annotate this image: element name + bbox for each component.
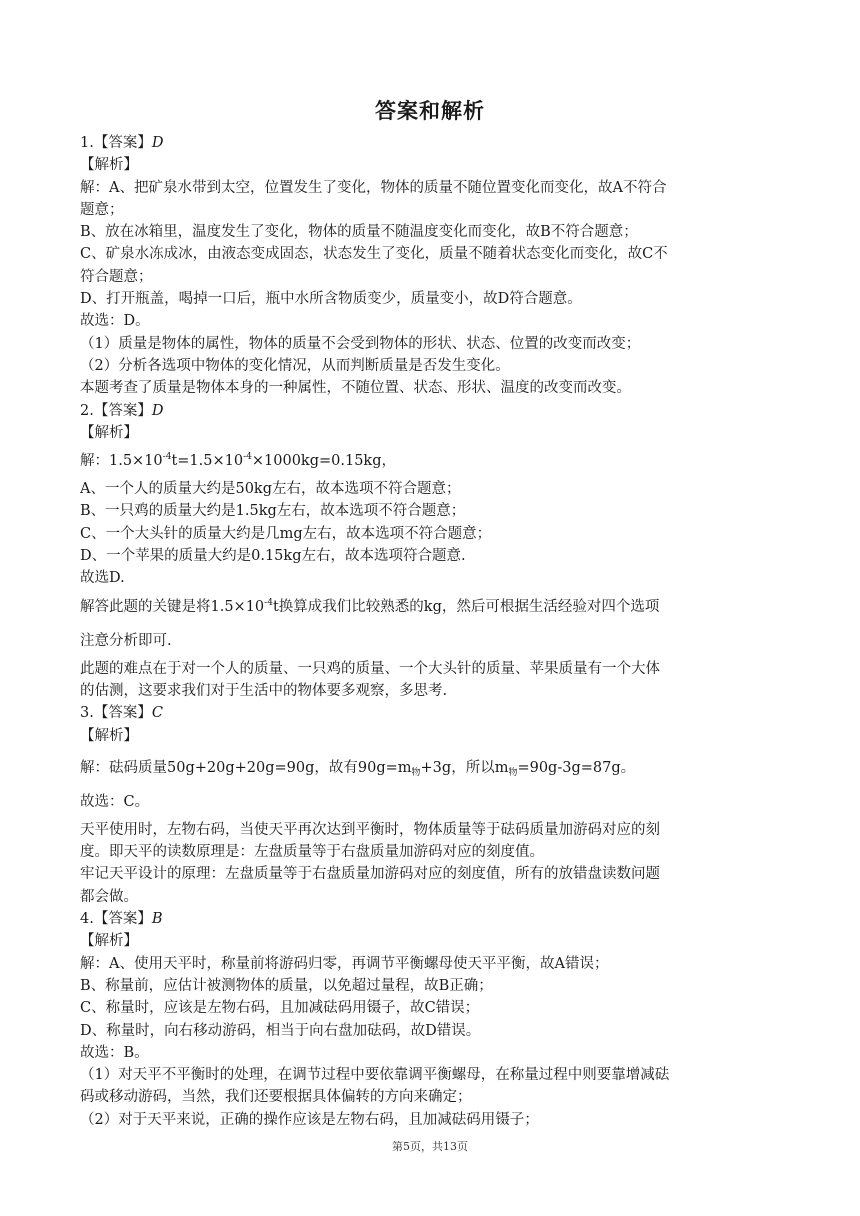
q4-analysis-label: 【解析】 xyxy=(80,933,138,950)
q4-text-3: C、称量时，应该是左物右码，且加减砝码用镊子，故C错误； xyxy=(80,1000,480,1017)
q3-calc-subscript-2: 物 xyxy=(508,767,518,778)
answers-content xyxy=(80,132,780,1131)
q3-calc-subscript-1: 物 xyxy=(411,767,421,778)
q3-text-4: 牢记天平设计的原理：左盘质量等于右盘质量加游码对应的刻度值，所有的放错盘读数问题 xyxy=(80,866,660,883)
q2-text-1: A、一个人的质量大约是50kg左右，故本选项不符合题意； xyxy=(80,481,461,498)
q2-calc-part-3: ×1000kg=0.15kg， xyxy=(251,453,396,470)
q4-answer-value: B xyxy=(151,911,163,928)
q2-key-part-2: t换算成我们比较熟悉的kg，然后可根据生活经验对四个选项 xyxy=(272,598,660,615)
q3-calc-line xyxy=(80,751,780,785)
q1-text-8: （1）质量是物体的属性，物体的质量不会受到物体的形状、状态、位置的改变而改变； xyxy=(80,335,641,352)
q2-answer-line xyxy=(80,400,780,422)
page-title: 答案和解析 xyxy=(375,99,485,123)
q4-text-5: 故选：B。 xyxy=(80,1044,149,1061)
q2-text-4: D、一个苹果的质量大约是0.15kg左右，故本选项符合题意. xyxy=(80,548,466,565)
q1-analysis-label: 【解析】 xyxy=(80,157,138,174)
q2-calc-exponent-2: -4 xyxy=(243,452,252,463)
q3-answer-value: C xyxy=(151,705,163,722)
q4-answer-line xyxy=(80,908,780,930)
q4-text-7: 码或移动游码，当然，我们还要根据具体偏转的方向来确定； xyxy=(80,1089,472,1106)
q2-analysis-label: 【解析】 xyxy=(80,424,138,441)
q3-calc-part-3: =90g-3g=87g。 xyxy=(517,759,636,776)
q2-answer-value: D xyxy=(151,402,164,419)
q3-answer-line xyxy=(80,702,780,724)
q3-analysis-label: 【解析】 xyxy=(80,727,138,744)
q4-text-8: （2）对于天平来说，正确的操作应该是左物右码，且加减砝码用镊子； xyxy=(80,1111,539,1128)
q1-text-4: C、矿泉水冻成冰，由液态变成固态，状态发生了变化，质量不随着状态变化而变化，故C不 xyxy=(80,246,668,263)
q1-answer-value: D xyxy=(151,135,164,151)
q2-text-8: 的估测，这要求我们对于生活中的物体要多观察，多思考. xyxy=(80,682,448,699)
q1-text-1: 解：A、把矿泉水带到太空，位置发生了变化，物体的质量不随位置变化而变化，故A不符合 xyxy=(80,179,667,196)
q4-text-6: （1）对天平不平衡时的处理，在调节过程中要依靠调平衡螺母，在称量过程中则要靠增减砝 xyxy=(80,1067,670,1084)
page-footer: 第5页，共13页 xyxy=(392,1140,468,1153)
q3-text-5: 都会做。 xyxy=(80,888,138,905)
q1-text-6: D、打开瓶盖，喝掉一口后，瓶中水所含物质变少，质量变小，故D符合题意。 xyxy=(80,291,582,308)
q4-text-4: D、称量时，向右移动游码，相当于向右盘加砝码，故D错误。 xyxy=(80,1022,481,1039)
q2-key-exponent: -4 xyxy=(264,597,273,608)
q4-text-2: B、称量前，应估计被测物体的质量，以免超过量程，故B正确； xyxy=(80,977,493,994)
q3-text-2: 天平使用时，左物右码，当使天平再次达到平衡时，物体质量等于砝码质量加游码对应的刻 xyxy=(80,821,660,838)
q1-text-9: （2）分析各选项中物体的变化情况，从而判断质量是否发生变化。 xyxy=(80,357,510,374)
q2-calc-line xyxy=(80,444,780,478)
q1-text-5: 符合题意； xyxy=(80,268,153,285)
q1-text-10: 本题考查了质量是物体本身的一种属性，不随位置、状态、形状、温度的改变而改变。 xyxy=(80,380,631,397)
q2-text-7: 此题的难点在于对一个人的质量、一只鸡的质量、一个大头针的质量、苹果质量有一个大体 xyxy=(80,660,660,677)
q3-calc-part-2: +3g，所以m xyxy=(420,759,509,776)
q2-text-6: 注意分析即可. xyxy=(80,632,172,649)
q2-calc-part-2: t=1.5×10 xyxy=(171,453,244,470)
q2-key-part-1: 解答此题的关键是将1.5×10 xyxy=(80,598,265,615)
q2-text-2: B、一只鸡的质量大约是1.5kg左右，故本选项不符合题意； xyxy=(80,503,466,520)
q1-answer-label: 1.【答案】 xyxy=(80,135,152,151)
q2-text-3: C、一个大头针的质量大约是几mg左右，故本选项不符合题意； xyxy=(80,525,492,542)
q1-text-2: 题意； xyxy=(80,201,124,218)
q2-calc-exponent-1: -4 xyxy=(162,452,172,463)
q2-text-5: 故选D. xyxy=(80,570,125,587)
q2-calc-part-1: 解：1.5×10 xyxy=(80,453,163,470)
q2-key-line xyxy=(80,590,780,624)
q3-calc-part-1: 解：砝码质量50g+20g+20g=90g，故有90g=m xyxy=(80,759,412,776)
q4-answer-label: 4.【答案】 xyxy=(80,911,152,928)
q2-answer-label: 2.【答案】 xyxy=(80,402,152,419)
q3-text-1: 故选：C。 xyxy=(80,793,150,810)
q1-answer-line xyxy=(80,132,780,154)
q1-text-3: B、放在冰箱里，温度发生了变化，物体的质量不随温度变化而变化，故B不符合题意； xyxy=(80,224,638,241)
q4-text-1: 解：A、使用天平时，称量前将游码归零，再调节平衡螺母使天平平衡，故A错误； xyxy=(80,955,609,972)
q1-text-7: 故选：D。 xyxy=(80,313,150,330)
q3-text-3: 度。即天平的读数原理是：左盘质量等于右盘质量加游码对应的刻度值。 xyxy=(80,844,544,861)
q3-answer-label: 3.【答案】 xyxy=(80,705,152,722)
